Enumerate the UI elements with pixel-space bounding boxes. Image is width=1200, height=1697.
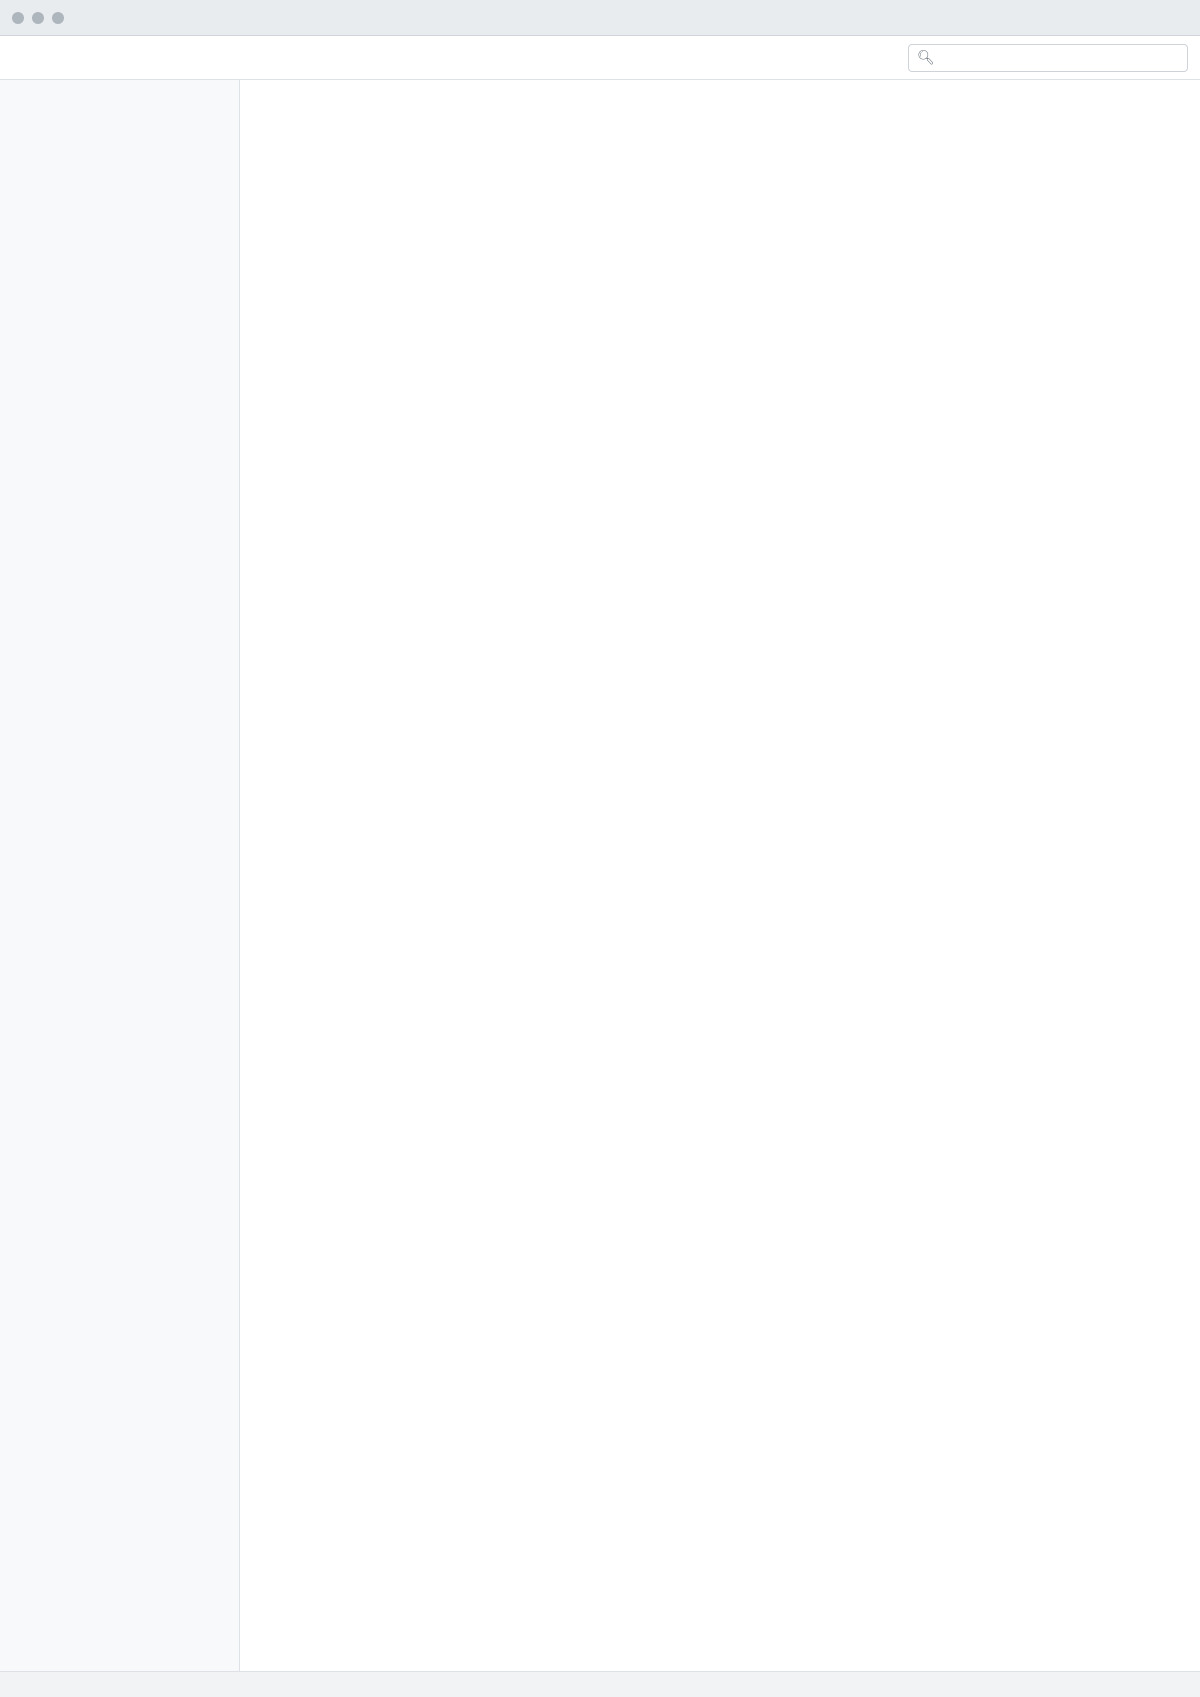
search-icon: 🔍︎ (917, 49, 935, 66)
close-window-button[interactable] (12, 12, 24, 24)
search-input[interactable] (941, 50, 1179, 65)
main-area (0, 80, 1200, 1671)
search-box (908, 44, 1188, 72)
window-controls (12, 12, 64, 24)
sidebar (0, 80, 240, 1671)
status-bar (0, 1671, 1200, 1697)
content-pane (240, 80, 1200, 1671)
maximize-window-button[interactable] (52, 12, 64, 24)
minimize-window-button[interactable] (32, 12, 44, 24)
page-title (264, 104, 1176, 130)
toolbar (0, 36, 1200, 80)
title-bar (0, 0, 1200, 36)
